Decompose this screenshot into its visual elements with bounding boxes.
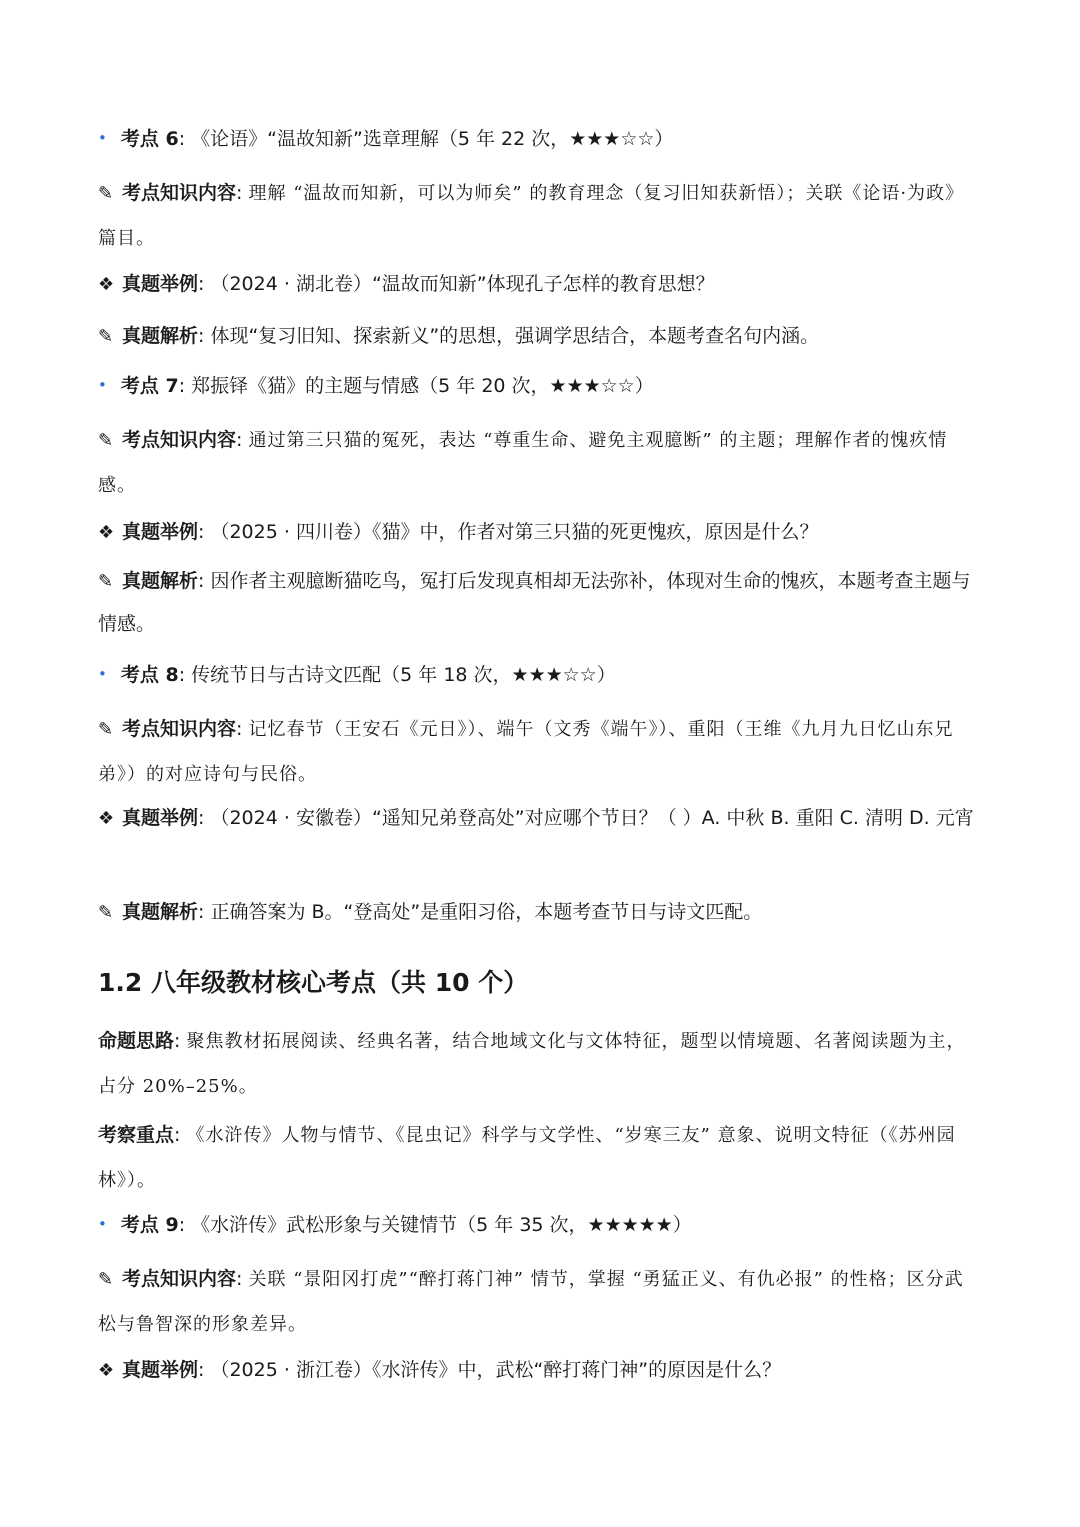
- point7-heading: • 考点 7: 郑振铎《猫》的主题与情感（5 年 20 次，★★★☆☆）: [98, 375, 654, 397]
- diamond-icon: ❖: [98, 274, 115, 295]
- example-text: （2025 · 浙江卷）《水浒传》中，武松“醉打蒋门神”的原因是什么？: [210, 1359, 782, 1381]
- bullet-icon: •: [98, 376, 107, 394]
- point9-knowledge: ✎ 考点知识内容: 关联 “景阳冈打虎”“醉打蒋门神” 情节，掌握 “勇猛正义、有仇必报” 的性格；区分武松与鲁智深的形象差异。: [98, 1257, 982, 1347]
- example-text: （2024 · 湖北卷）“温故而知新”体现孔子怎样的教育思想？: [210, 273, 715, 295]
- point6-title: 《论语》“温故知新”选章理解（5 年 22 次，★★★☆☆）: [191, 128, 674, 150]
- point8-example: ❖ 真题举例: （2024 · 安徽卷）“遥知兄弟登高处”对应哪个节日？（ ）A. 中秋 B. 重阳 C. 清明 D. 元宵: [98, 797, 982, 840]
- section-idea: 命题思路: 聚焦教材拓展阅读、经典名著，结合地域文化与文体特征，题型以情境题、名著阅读题为主，占分 20%–25%。: [98, 1030, 966, 1097]
- point9-heading: • 考点 9: 《水浒传》武松形象与关键情节（5 年 35 次，★★★★★）: [98, 1214, 692, 1236]
- diamond-icon: ❖: [98, 808, 115, 829]
- pen-icon: ✎: [98, 902, 114, 923]
- analysis-label: 真题解析: [122, 901, 199, 923]
- point7-title: 郑振铎《猫》的主题与情感（5 年 20 次，★★★☆☆）: [191, 375, 654, 397]
- point9-title: 《水浒传》武松形象与关键情节（5 年 35 次，★★★★★）: [191, 1214, 692, 1236]
- idea-label: 命题思路: [98, 1030, 175, 1052]
- point9-example: ❖ 真题举例: （2025 · 浙江卷）《水浒传》中，武松“醉打蒋门神”的原因是什么？: [98, 1357, 982, 1384]
- knowledge-label: 考点知识内容: [122, 718, 237, 740]
- point8-heading: • 考点 8: 传统节日与古诗文匹配（5 年 18 次，★★★☆☆）: [98, 664, 616, 686]
- point6-heading: • 考点 6: 《论语》“温故知新”选章理解（5 年 22 次，★★★☆☆）: [98, 128, 674, 150]
- knowledge-label: 考点知识内容: [122, 1268, 237, 1290]
- point8-analysis: ✎ 真题解析: 正确答案为 B。“登高处”是重阳习俗，本题考查节日与诗文匹配。: [98, 899, 982, 926]
- analysis-label: 真题解析: [122, 570, 199, 592]
- knowledge-text: 关联 “景阳冈打虎”“醉打蒋门神” 情节，掌握 “勇猛正义、有仇必报” 的性格；区分武松与鲁智深的形象差异。: [98, 1269, 964, 1335]
- focus-label: 考察重点: [98, 1124, 175, 1146]
- idea-text: 聚焦教材拓展阅读、经典名著，结合地域文化与文体特征，题型以情境题、名著阅读题为主，占分 20%–25%。: [98, 1031, 966, 1097]
- analysis-text: 因作者主观臆断猫吃鸟，冤打后发现真相却无法弥补，体现对生命的愧疚，本题考查主题与情感。: [98, 570, 971, 635]
- diamond-icon: ❖: [98, 1360, 115, 1381]
- point9-label: 考点 9: [120, 1214, 179, 1236]
- example-label: 真题举例: [122, 521, 199, 543]
- analysis-text: 正确答案为 B。“登高处”是重阳习俗，本题考查节日与诗文匹配。: [210, 901, 763, 923]
- example-text: （2024 · 安徽卷）“遥知兄弟登高处”对应哪个节日？（ ）A. 中秋 B. 重阳 C. 清明 D. 元宵: [210, 807, 974, 829]
- knowledge-label: 考点知识内容: [122, 182, 237, 204]
- bullet-icon: •: [98, 665, 107, 683]
- point7-analysis: ✎ 真题解析: 因作者主观臆断猫吃鸟，冤打后发现真相却无法弥补，体现对生命的愧疚，本题考查主题与情感。: [98, 560, 982, 645]
- knowledge-text: 通过第三只猫的冤死，表达 “尊重生命、避免主观臆断” 的主题；理解作者的愧疚情感。: [98, 430, 948, 496]
- knowledge-text: 记忆春节（王安石《元日》）、端午（文秀《端午》）、重阳（王维《九月九日忆山东兄弟》）的对应诗句与民俗。: [98, 719, 954, 785]
- knowledge-text: 理解 “温故而知新，可以为师矣” 的教育理念（复习旧知获新悟）；关联《论语·为政》篇目。: [98, 183, 965, 249]
- focus-text: 《水浒传》人物与情节、《昆虫记》科学与文学性、“岁寒三友” 意象、说明文特征（《苏州园林》）。: [98, 1125, 956, 1191]
- section-focus: 考察重点: 《水浒传》人物与情节、《昆虫记》科学与文学性、“岁寒三友” 意象、说明文特征（《苏州园林》）。: [98, 1124, 956, 1191]
- point8-title: 传统节日与古诗文匹配（5 年 18 次，★★★☆☆）: [191, 664, 616, 686]
- point6-example: ❖ 真题举例: （2024 · 湖北卷）“温故而知新”体现孔子怎样的教育思想？: [98, 271, 982, 298]
- point7-knowledge: ✎ 考点知识内容: 通过第三只猫的冤死，表达 “尊重生命、避免主观臆断” 的主题；理解作者的愧疚情感。: [98, 418, 982, 508]
- pencil-icon: ✎: [98, 1269, 114, 1290]
- pen-icon: ✎: [98, 326, 114, 347]
- section-title: 1.2 八年级教材核心考点（共 10 个）: [98, 968, 529, 997]
- pencil-icon: ✎: [98, 719, 114, 740]
- point6-label: 考点 6: [120, 128, 179, 150]
- point8-knowledge: ✎ 考点知识内容: 记忆春节（王安石《元日》）、端午（文秀《端午》）、重阳（王维《九月九日忆山东兄弟》）的对应诗句与民俗。: [98, 707, 982, 797]
- point8-label: 考点 8: [120, 664, 179, 686]
- example-label: 真题举例: [122, 1359, 199, 1381]
- example-label: 真题举例: [122, 807, 199, 829]
- example-text: （2025 · 四川卷）《猫》中，作者对第三只猫的死更愧疚，原因是什么？: [210, 521, 819, 543]
- diamond-icon: ❖: [98, 522, 115, 543]
- bullet-icon: •: [98, 1215, 107, 1233]
- knowledge-label: 考点知识内容: [122, 429, 237, 451]
- pencil-icon: ✎: [98, 183, 114, 204]
- pencil-icon: ✎: [98, 430, 114, 451]
- pen-icon: ✎: [98, 571, 114, 592]
- point6-knowledge: ✎ 考点知识内容: 理解 “温故而知新，可以为师矣” 的教育理念（复习旧知获新悟）；关联《论语·为政》篇目。: [98, 171, 982, 261]
- point6-analysis: ✎ 真题解析: 体现“复习旧知、探索新义”的思想，强调学思结合，本题考查名句内涵。: [98, 323, 982, 350]
- point7-example: ❖ 真题举例: （2025 · 四川卷）《猫》中，作者对第三只猫的死更愧疚，原因是什么？: [98, 519, 982, 546]
- example-label: 真题举例: [122, 273, 199, 295]
- point7-label: 考点 7: [120, 375, 179, 397]
- bullet-icon: •: [98, 129, 107, 147]
- analysis-label: 真题解析: [122, 325, 199, 347]
- analysis-text: 体现“复习旧知、探索新义”的思想，强调学思结合，本题考查名句内涵。: [210, 325, 820, 347]
